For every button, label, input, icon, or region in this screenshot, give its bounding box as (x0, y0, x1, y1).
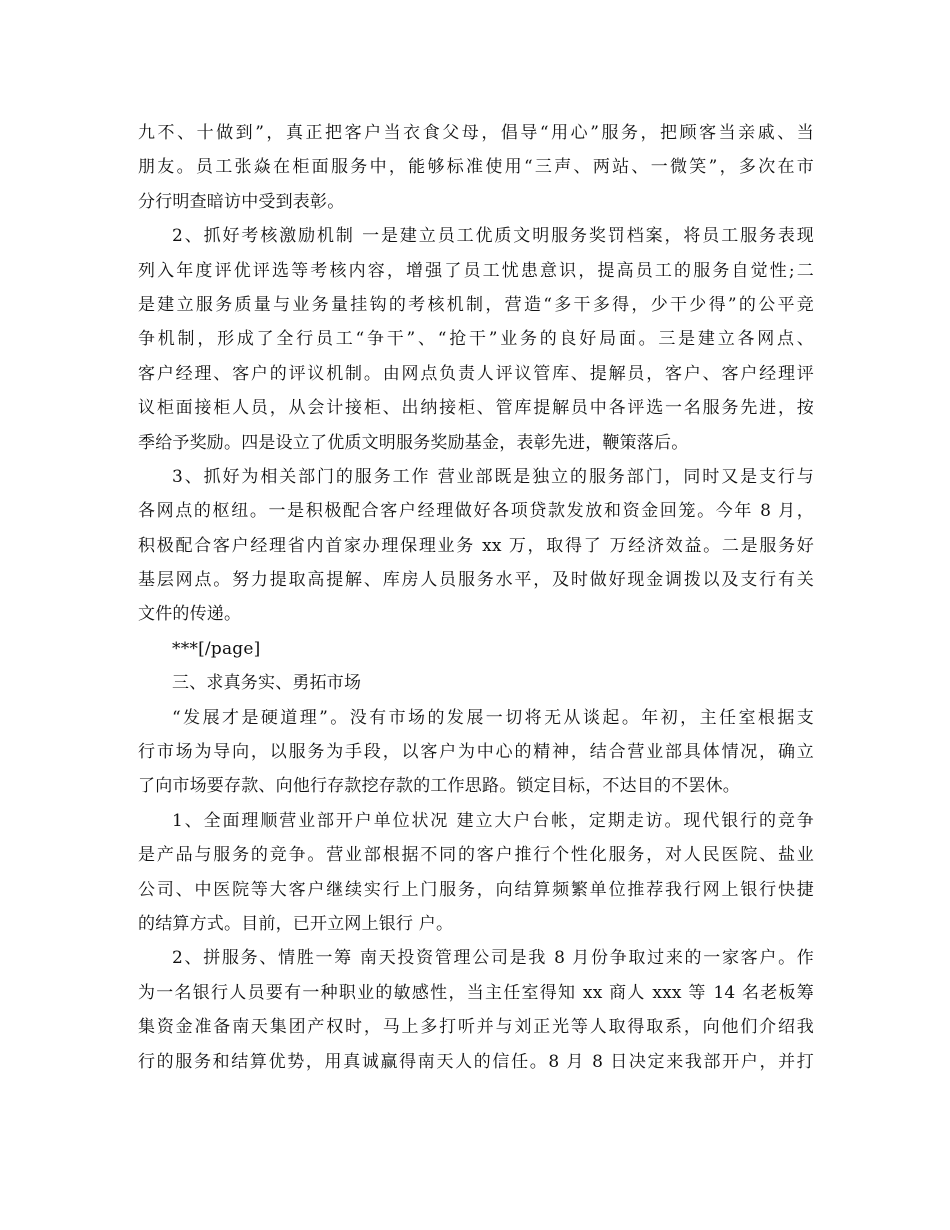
paragraph-heading-line: 3、抓好为相关部门的服务工作 营业部既是独立的服务部门，同时又是支行与 (172, 466, 814, 487)
text-line: 行市场为导向，以服务为手段，以客户为中心的精神，结合营业部具体情况，确立 (138, 742, 814, 763)
text-line: 文件的传递。 (138, 604, 242, 625)
paragraph-heading-line: 2、抓好考核激励机制 一是建立员工优质文明服务奖罚档案，将员工服务表现 (172, 226, 814, 247)
text-line: 议柜面接柜人员，从会计接柜、出纳接柜、管库提解员中各评选一名服务先进，按 (138, 398, 814, 419)
text-line: 分行明查暗访中受到表彰。 (138, 191, 345, 212)
document-body (138, 116, 814, 1079)
text-line: 为一名银行人员要有一种职业的敏感性，当主任室得知 xx 商人 xxx 等 14 名老板筹 (138, 982, 814, 1003)
text-line: 的结算方式。目前，已开立网上银行 户。 (138, 913, 454, 934)
text-line: 客户经理、客户的评议机制。由网点负责人评议管库、提解员，客户、客户经理评 (138, 363, 814, 384)
paragraph-heading-line: 1、全面理顺营业部开户单位状况 建立大户台帐，定期走访。现代银行的竞争 (172, 810, 814, 831)
text-line: 朋友。员工张焱在柜面服务中，能够标准使用“三声、两站、一微笑”，多次在市 (138, 157, 814, 178)
section-heading: 三、求真务实、勇拓市场 (172, 673, 362, 694)
text-line: 了向市场要存款、向他行存款挖存款的工作思路。锁定目标，不达目的不罢休。 (138, 776, 740, 797)
text-line: 季给予奖励。四是设立了优质文明服务奖励基金，表彰先进，鞭策落后。 (138, 432, 689, 453)
text-line: 列入年度评优评选等考核内容，增强了员工忧患意识，提高员工的服务自觉性;二 (138, 260, 814, 281)
text-line: 基层网点。努力提取高提解、库房人员服务水平，及时做好现金调拨以及支行有关 (138, 570, 814, 591)
page-marker: ***[/page] (172, 638, 261, 659)
text-line: “发展才是硬道理”。没有市场的发展一切将无从谈起。年初，主任室根据支 (172, 707, 814, 728)
text-line: 积极配合客户经理省内首家办理保理业务 xx 万，取得了 万经济效益。二是服务好 (138, 535, 814, 556)
text-line: 争机制，形成了全行员工“争干”、“抢干”业务的良好局面。三是建立各网点、 (138, 329, 814, 350)
text-line: 各网点的枢纽。一是积极配合客户经理做好各项贷款发放和资金回笼。今年 8 月， (138, 501, 814, 522)
text-line: 公司、中医院等大客户继续实行上门服务，向结算频繁单位推荐我行网上银行快捷 (138, 879, 814, 900)
text-line: 是建立服务质量与业务量挂钩的考核机制，营造“多干多得，少干少得”的公平竞 (138, 294, 814, 315)
paragraph-heading-line: 2、拼服务、情胜一筹 南天投资管理公司是我 8 月份争取过来的一家客户。作 (172, 948, 814, 969)
text-line: 行的服务和结算优势，用真诚赢得南天人的信任。8 月 8 日决定来我部开户，并打 (138, 1051, 814, 1072)
text-line: 集资金准备南天集团产权时，马上多打听并与刘正光等人取得取系，向他们介绍我 (138, 1017, 814, 1038)
text-line: 九不、十做到”，真正把客户当衣食父母，倡导“用心”服务，把顾客当亲戚、当 (138, 123, 814, 143)
text-line: 是产品与服务的竞争。营业部根据不同的客户推行个性化服务，对人民医院、盐业 (138, 845, 814, 866)
